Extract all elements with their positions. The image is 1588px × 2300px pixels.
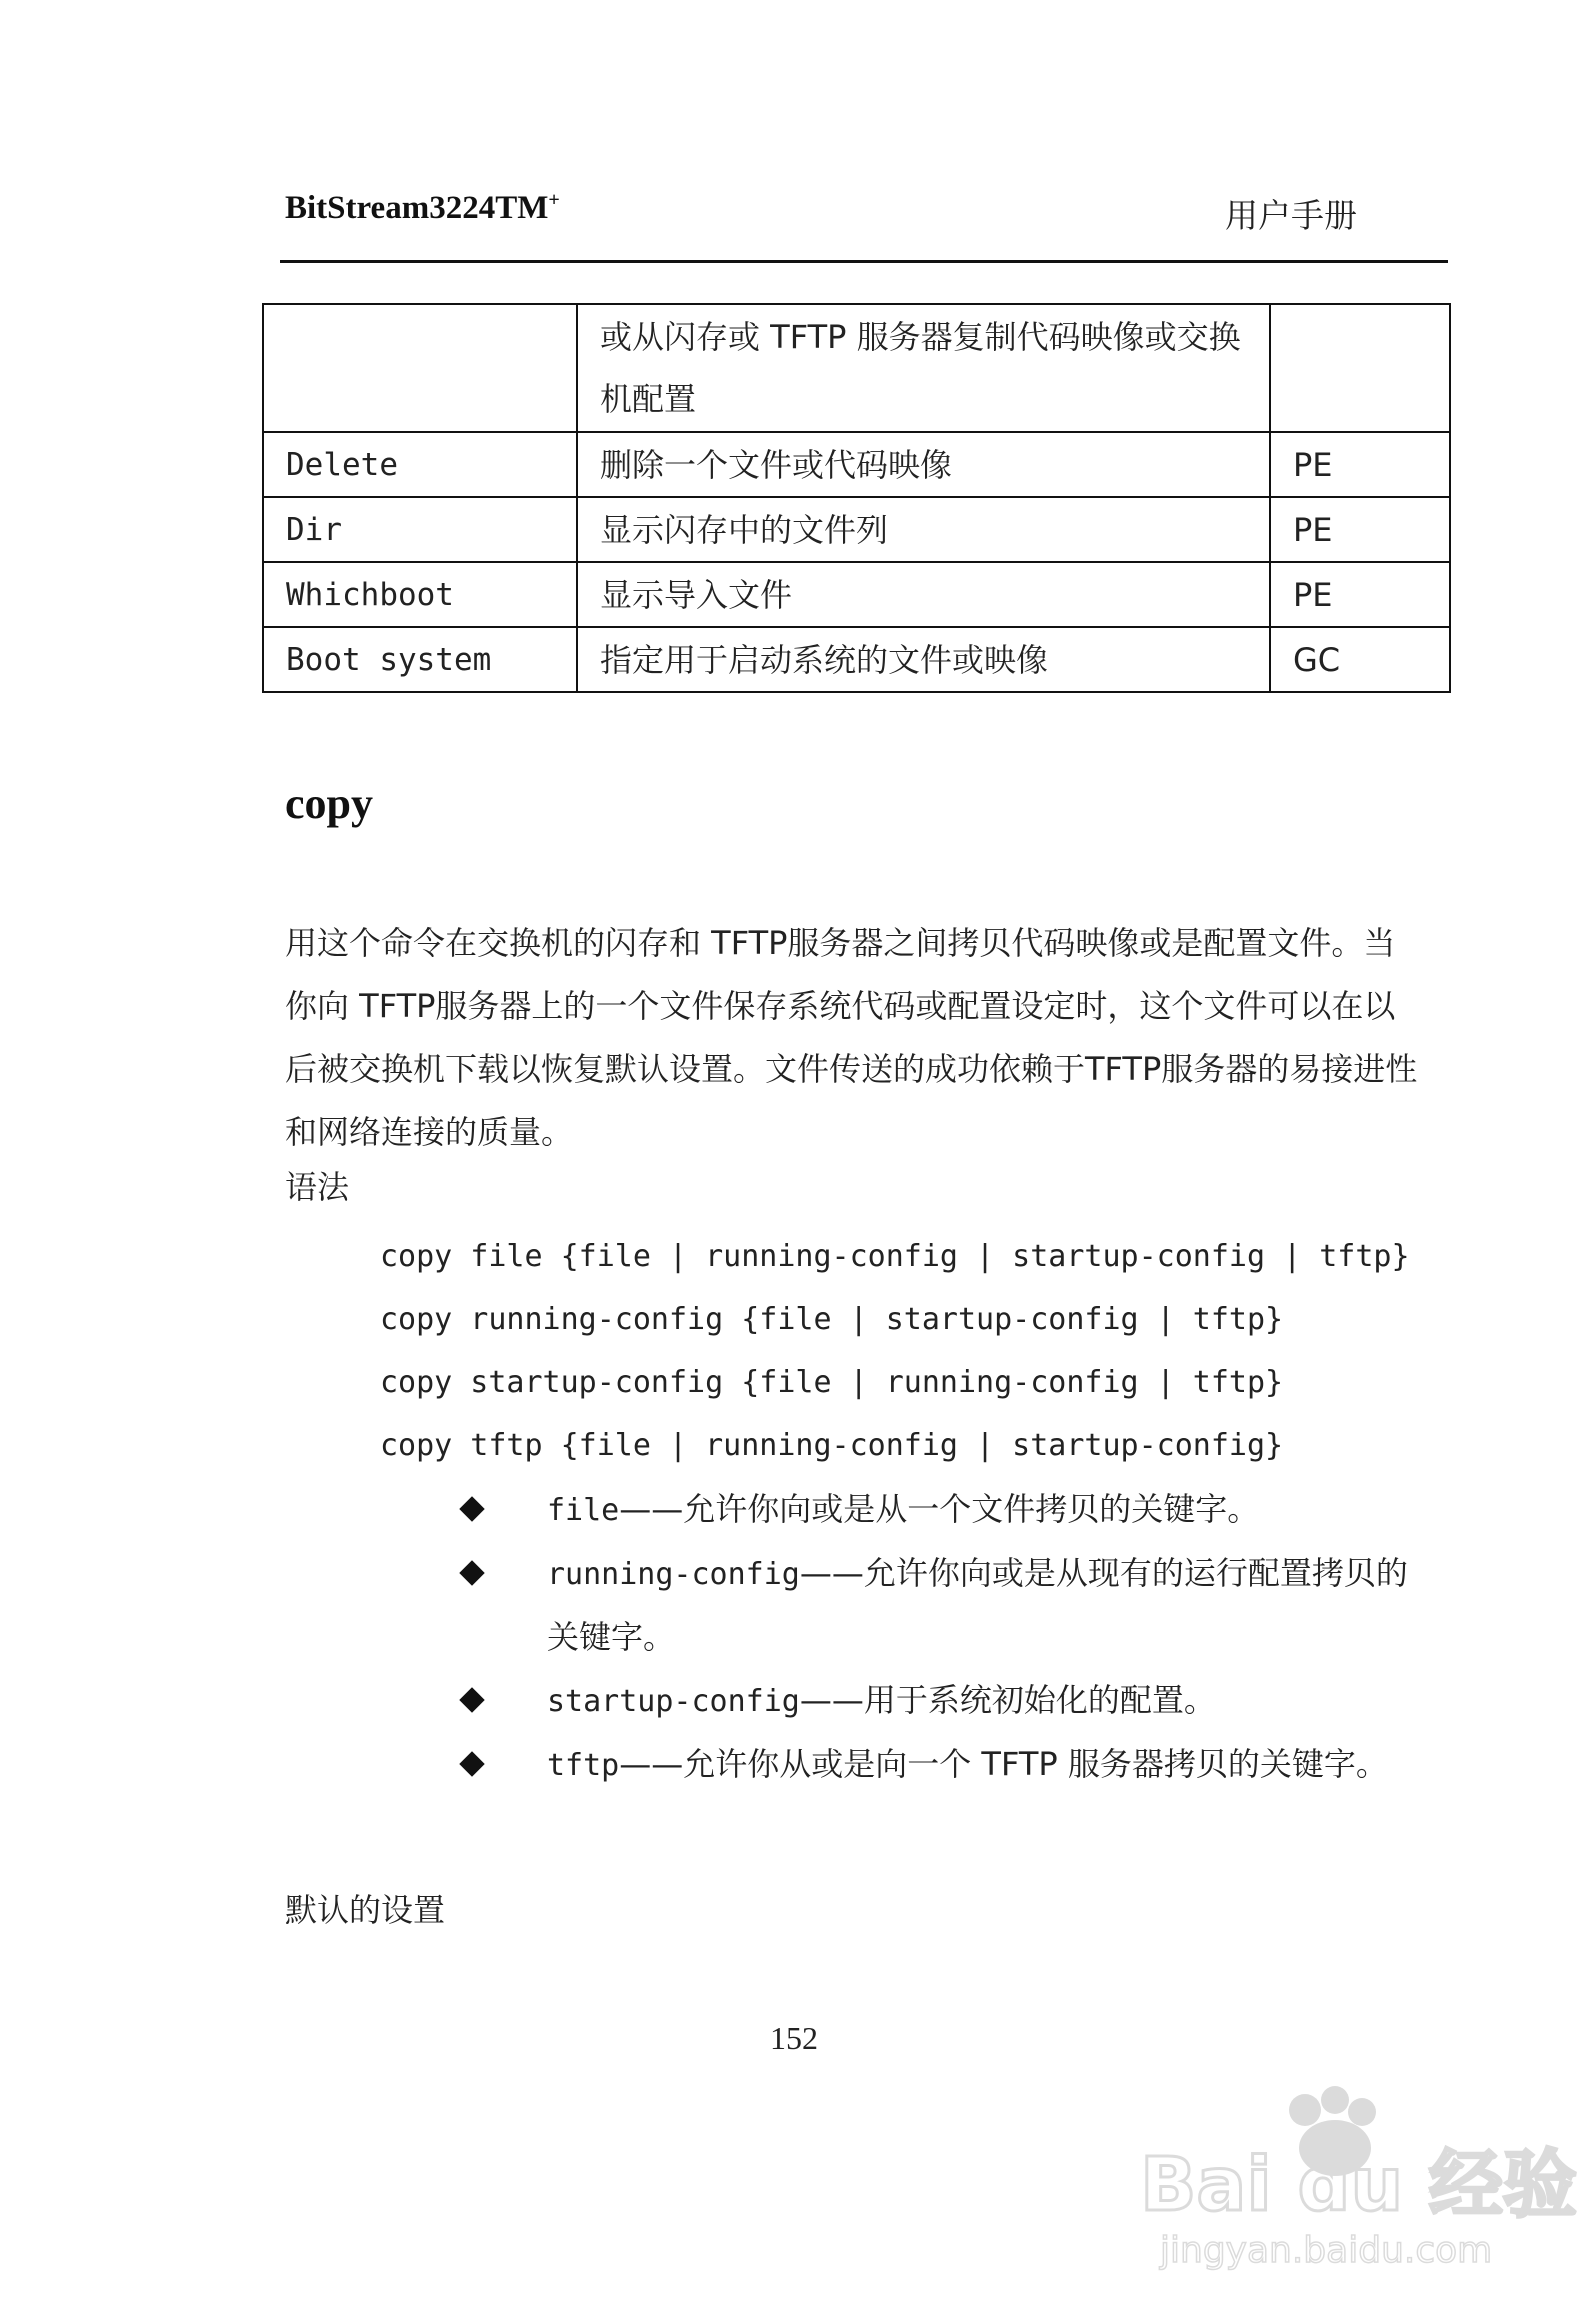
- table-cell-command: Dir: [263, 497, 577, 562]
- table-row: [263, 304, 1450, 432]
- header-doc-type: 用户手册: [1225, 196, 1357, 235]
- table-row: [263, 627, 1450, 692]
- table-cell-mode: PE: [1270, 432, 1450, 497]
- section-description: 用这个命令在交换机的闪存和 TFTP服务器之间拷贝代码映像或是配置文件。当你向 TFTP服务器上的一个文件保存系统代码或配置设定时，这个文件可以在以后被交换机下载以恢复默认设置。文件传送的成功依赖于TFTP服务器的易接进性和网络连接的质量。: [285, 924, 1418, 1151]
- section-title: copy: [285, 779, 373, 828]
- list-item: [455, 1733, 1430, 1797]
- table-row: [263, 497, 1450, 562]
- command-table: [262, 303, 1451, 693]
- table-cell-command: Boot system: [263, 627, 577, 692]
- default-settings-label: 默认的设置: [285, 1891, 446, 1929]
- diamond-bullet-icon: [459, 1751, 484, 1776]
- param-keyword: tftp: [547, 1748, 620, 1783]
- syntax-line: copy tftp {file | running-config | startup-config}: [380, 1428, 1284, 1463]
- syntax-label: 语法: [285, 1168, 350, 1206]
- param-text: ——允许你向或是从一个文件拷贝的关键字。: [619, 1490, 1260, 1528]
- table-cell-command: [263, 304, 577, 432]
- syntax-block: [380, 1225, 1410, 1477]
- list-item: [455, 1669, 1430, 1733]
- table-cell-mode: PE: [1270, 497, 1450, 562]
- table-cell-description: 删除一个文件或代码映像: [577, 432, 1270, 497]
- baidu-jingyan-watermark: [1130, 2070, 1577, 2271]
- diamond-bullet-icon: [459, 1560, 484, 1585]
- table-cell-description: 显示闪存中的文件列: [577, 497, 1270, 562]
- page-number: 152: [770, 2020, 818, 2056]
- diamond-bullet-icon: [459, 1687, 484, 1712]
- list-item: [455, 1478, 1430, 1542]
- param-keyword: startup-config: [547, 1684, 800, 1719]
- table-cell-mode: [1270, 304, 1450, 432]
- table-row: [263, 432, 1450, 497]
- param-text: ——允许你从或是向一个 TFTP 服务器拷贝的关键字。: [619, 1745, 1388, 1783]
- list-item: [455, 1542, 1430, 1669]
- header-product: BitStream3224TM+: [285, 189, 560, 226]
- table-cell-description: 指定用于启动系统的文件或映像: [577, 627, 1270, 692]
- table-row: [263, 562, 1450, 627]
- table-cell-command: Delete: [263, 432, 577, 497]
- syntax-line: copy running-config {file | startup-config | tftp}: [380, 1302, 1284, 1337]
- param-list: [455, 1478, 1430, 1797]
- diamond-bullet-icon: [459, 1496, 484, 1521]
- header-rule: [280, 260, 1448, 263]
- table-cell-command: Whichboot: [263, 562, 577, 627]
- syntax-line: copy file {file | running-config | startup-config | tftp}: [380, 1239, 1410, 1274]
- param-text: ——用于系统初始化的配置。: [799, 1681, 1216, 1719]
- syntax-line: copy startup-config {file | running-config | tftp}: [380, 1365, 1284, 1400]
- table-cell-mode: PE: [1270, 562, 1450, 627]
- table-cell-description: 显示导入文件: [577, 562, 1270, 627]
- table-cell-description: 或从闪存或 TFTP 服务器复制代码映像或交换机配置: [577, 304, 1270, 432]
- param-keyword: running-config: [547, 1557, 800, 1592]
- param-text: ——允许你向或是从现有的运行配置拷贝的关键字。: [547, 1554, 1408, 1656]
- table-cell-mode: GC: [1270, 627, 1450, 692]
- watermark-url: jingyan.baidu.com: [1160, 2230, 1493, 2271]
- param-keyword: file: [547, 1493, 620, 1528]
- watermark-brand: Bai du 经验: [1140, 2142, 1577, 2228]
